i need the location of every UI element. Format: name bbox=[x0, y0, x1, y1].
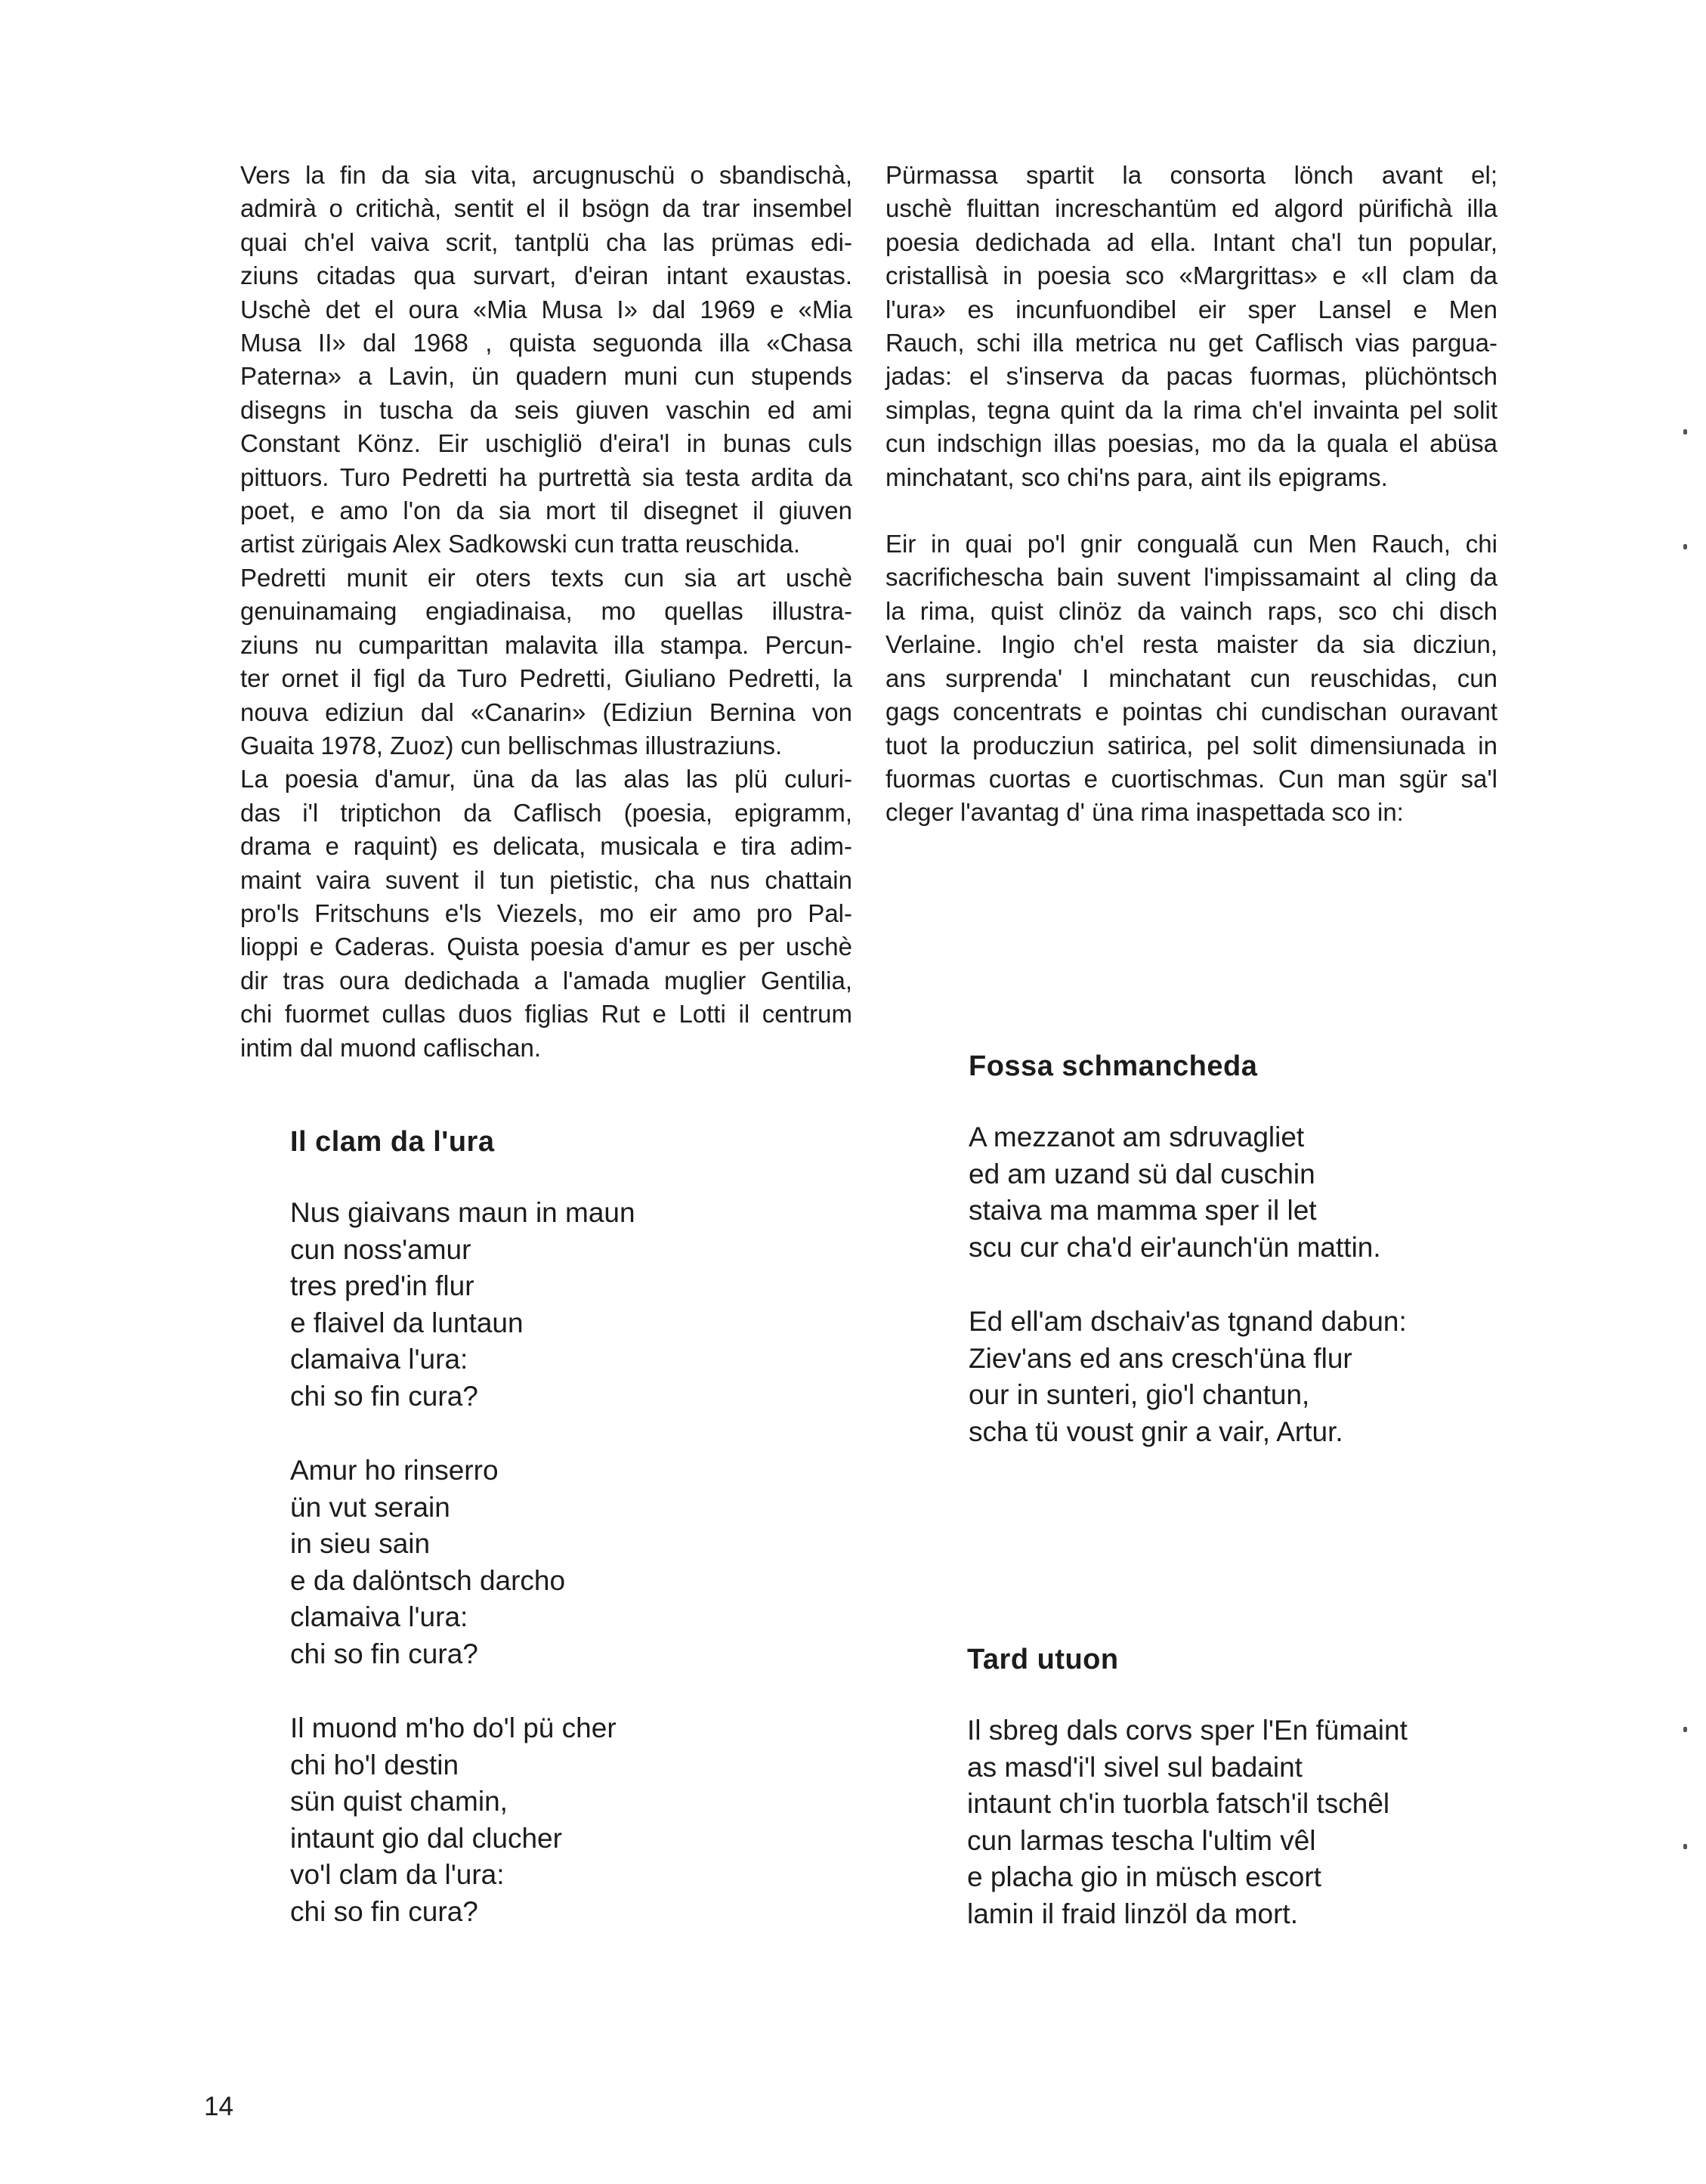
text-line: poesia dedichada ad ella. Intant cha'l tun popular, bbox=[885, 227, 1497, 256]
poem-title: Il clam da l'ura bbox=[290, 1126, 495, 1158]
verse-line: A mezzanot am sdruvagliet bbox=[969, 1121, 1305, 1152]
text-line: ziuns nu cumparittan malavita illa stampa. Percun- bbox=[240, 630, 852, 659]
text-line: poet, e amo l'on da sia mort til disegnet il giuven bbox=[240, 497, 852, 525]
text-line: simplas, tegna quint da la rima ch'el invainta pel solit bbox=[885, 395, 1497, 424]
text-line: dir tras oura dedichada a l'amada muglier Gentilia, bbox=[240, 966, 852, 995]
text-line: fuormas cuortas e cuortischmas. Cun man sgür sa'l bbox=[885, 764, 1497, 793]
text-line: Pedretti munit eir oters texts cun sia art uschè bbox=[240, 563, 852, 592]
text-line: uschè fluittan increschantüm ed algord pürifichà illa bbox=[885, 194, 1497, 223]
verse-line: ed am uzand sü dal cuschin bbox=[969, 1158, 1315, 1189]
verse-line: e flaivel da luntaun bbox=[290, 1307, 524, 1338]
verse-line: our in sunteri, gio'l chantun, bbox=[969, 1379, 1310, 1410]
verse-line: e placha gio in müsch escort bbox=[967, 1861, 1321, 1892]
verse-line: Nus giaivans maun in maun bbox=[290, 1197, 635, 1228]
verse-line: e da dalöntsch darcho bbox=[290, 1564, 566, 1596]
text-line: admirà o critichà, sentit el il bsögn da trar insembel bbox=[240, 194, 852, 223]
text-line: genuinamaing engiadinaisa, mo quellas illustra- bbox=[240, 597, 852, 626]
text-line: chi fuormet cullas duos figlias Rut e Lotti il centrum bbox=[240, 1000, 852, 1029]
text-line: l'ura» es incunfuondibel eir sper Lansel e Men bbox=[885, 295, 1497, 323]
text-line: nouva ediziun dal «Canarin» (Ediziun Bernina von bbox=[240, 698, 852, 726]
right-text-column bbox=[885, 159, 1497, 830]
verse-line: clamaiva l'ura: bbox=[290, 1601, 468, 1632]
text-line: drama e raquint) es delicata, musicala e tira adim- bbox=[240, 832, 852, 861]
stanza bbox=[290, 1195, 635, 1415]
margin-mark bbox=[1683, 429, 1687, 435]
text-line: La poesia d'amur, üna da las alas las plü culuri- bbox=[240, 765, 852, 793]
poem-il-clam-da-lura bbox=[290, 1126, 635, 1968]
verse-line: scha tü voust gnir a vair, Artur. bbox=[969, 1415, 1343, 1447]
text-line: lioppi e Caderas. Quista poesia d'amur es per uschè bbox=[240, 933, 852, 961]
verse-line: staiva ma mamma sper il let bbox=[969, 1195, 1317, 1226]
stanza bbox=[290, 1452, 635, 1672]
text-line: tuot la producziun satirica, pel solit dimensiunada in bbox=[885, 731, 1497, 759]
text-line: maint vaira suvent il tun pietistic, cha nus chattain bbox=[240, 865, 852, 894]
text-line: cleger l'avantag d' üna rima inaspettada sco in: bbox=[885, 798, 1404, 827]
verse-line: clamaiva l'ura: bbox=[290, 1344, 468, 1375]
text-line: artist zürigais Alex Sadkowski cun tratta reuschida. bbox=[240, 530, 801, 558]
verse-line: intaunt ch'in tuorbla fatsch'il tschêl bbox=[967, 1788, 1390, 1819]
page-number: 14 bbox=[204, 2092, 233, 2121]
verse-line: Ed ell'am dschaiv'as tgnand dabun: bbox=[969, 1306, 1407, 1337]
text-line: ter ornet il figl da Turo Pedretti, Giuliano Pedretti, la bbox=[240, 664, 852, 693]
text-line: disegns in tuscha da seis giuven vaschin ed ami bbox=[240, 395, 852, 424]
verse-line: lamin il fraid linzöl da mort. bbox=[967, 1898, 1298, 1929]
paragraph bbox=[240, 763, 852, 1065]
text-line: Verlaine. Ingio ch'el resta maister da sia dicziun, bbox=[885, 630, 1497, 659]
verse-line: Il muond m'ho do'l pü cher bbox=[290, 1712, 617, 1743]
text-line: quai ch'el vaiva scrit, tantplü cha las prümas edi- bbox=[240, 227, 852, 256]
text-line: la rima, quist clinöz da vainch raps, sco chi disch bbox=[885, 596, 1497, 625]
text-line: Uschè det el oura «Mia Musa I» dal 1969 e «Mia bbox=[240, 295, 852, 323]
verse-line: chi ho'l destin bbox=[290, 1749, 459, 1780]
stanza bbox=[969, 1304, 1407, 1450]
left-text-column bbox=[240, 159, 852, 1065]
verse-line: chi so fin cura? bbox=[290, 1380, 478, 1412]
text-line: pro'ls Fritschuns e'ls Viezels, mo eir amo pro Pal- bbox=[240, 899, 852, 927]
stanza bbox=[969, 1119, 1407, 1266]
verse-line: cun larmas tescha l'ultim vêl bbox=[967, 1824, 1316, 1856]
verse-line: vo'l clam da l'ura: bbox=[290, 1859, 505, 1890]
verse-line: chi so fin cura? bbox=[290, 1638, 478, 1669]
text-line: Musa II» dal 1968 , quista seguonda illa «Chasa bbox=[240, 329, 852, 357]
verse-line: Il sbreg dals corvs sper l'En fümaint bbox=[967, 1715, 1408, 1746]
paragraph bbox=[885, 159, 1497, 494]
verse-line: as masd'i'l sivel sul badaint bbox=[967, 1751, 1303, 1783]
verse-line: chi so fin cura? bbox=[290, 1895, 478, 1927]
verse-line: in sieu sain bbox=[290, 1528, 431, 1559]
text-line: das i'l triptichon da Caflisch (poesia, epigramm, bbox=[240, 798, 852, 827]
poem-title: Tard utuon bbox=[967, 1644, 1119, 1675]
text-line: Constant Könz. Eir uschigliö d'eira'l in bunas culs bbox=[240, 429, 852, 458]
verse-line: Amur ho rinserro bbox=[290, 1455, 499, 1486]
paragraph bbox=[885, 527, 1497, 830]
verse-line: tres pred'in flur bbox=[290, 1270, 474, 1301]
text-line: cun indschign illas poesias, mo da la quala el abüsa bbox=[885, 429, 1497, 458]
verse-line: ün vut serain bbox=[290, 1491, 450, 1523]
margin-mark bbox=[1683, 544, 1687, 549]
text-line: sacrifichescha bain suvent l'impissamaint al cling da bbox=[885, 563, 1497, 592]
verse-line: sün quist chamin, bbox=[290, 1786, 508, 1817]
poem-fossa-schmancheda bbox=[969, 1050, 1407, 1488]
stanza bbox=[967, 1712, 1408, 1932]
text-line: gags concentrats e pointas chi cundischan ouravant bbox=[885, 698, 1497, 726]
text-line: intim dal muond caflischan. bbox=[240, 1033, 542, 1062]
text-line: ziuns citadas qua survart, d'eiran intant exaustas. bbox=[240, 261, 852, 290]
text-line: jadas: el s'inserva da pacas fuormas, plüchöntsch bbox=[885, 362, 1497, 391]
poem-tard-utuon bbox=[967, 1644, 1408, 1970]
text-line: minchatant, sco chi'ns para, aint ils epigrams. bbox=[885, 462, 1388, 491]
text-line: Eir in quai po'l gnir conguală cun Men Rauch, chi bbox=[885, 530, 1497, 558]
text-line: Guaita 1978, Zuoz) cun bellischmas illustraziuns. bbox=[240, 731, 783, 759]
text-line: Vers la fin da sia vita, arcugnuschü o sbandischà, bbox=[240, 161, 852, 189]
text-line: Pürmassa spartit la consorta lönch avant el; bbox=[885, 161, 1497, 189]
poem-title: Fossa schmancheda bbox=[969, 1050, 1258, 1082]
verse-line: intaunt gio dal clucher bbox=[290, 1822, 562, 1854]
paragraph bbox=[240, 561, 852, 763]
text-line: ans surprenda' I minchatant cun reuschidas, cun bbox=[885, 664, 1497, 692]
text-line: cristallisà in poesia sco «Margrittas» e «Il clam da bbox=[885, 261, 1497, 290]
margin-mark bbox=[1683, 1727, 1687, 1732]
verse-line: cun noss'amur bbox=[290, 1233, 471, 1265]
paragraph bbox=[240, 159, 852, 561]
text-line: Rauch, schi illa metrica nu get Caflisch vias pargua- bbox=[885, 329, 1497, 357]
margin-mark bbox=[1683, 1844, 1687, 1849]
text-line: pittuors. Turo Pedretti ha purtrettà sia testa ardita da bbox=[240, 462, 852, 491]
text-line: Paterna» a Lavin, ün quadern muni cun stupends bbox=[240, 362, 852, 391]
verse-line: Ziev'ans ed ans cresch'üna flur bbox=[969, 1342, 1352, 1374]
verse-line: scu cur cha'd eir'aunch'ün mattin. bbox=[969, 1231, 1381, 1263]
stanza bbox=[290, 1710, 635, 1930]
